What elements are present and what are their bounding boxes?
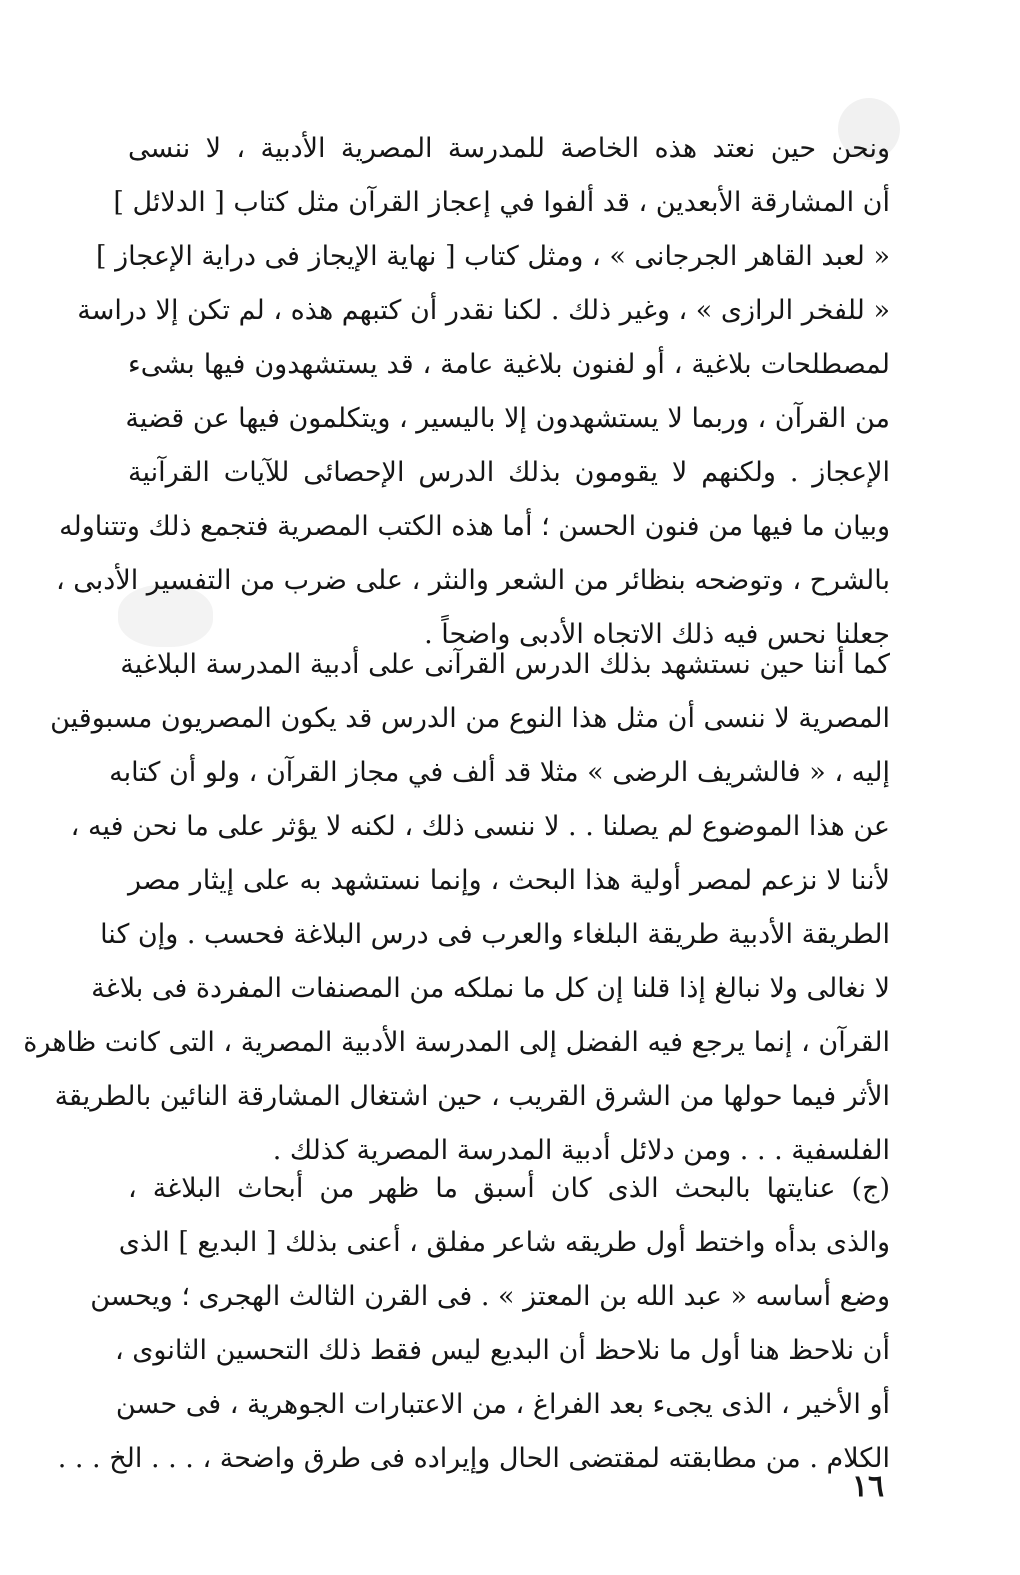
page-number: ١٦ xyxy=(851,1469,885,1504)
text-line: « لعبد القاهر الجرجانى » ، ومثل كتاب [ نهاية الإيجاز فى دراية الإعجاز ] xyxy=(96,241,890,272)
text-line: إليه ، « فالشريف الرضى » مثلا قد ألف في مجاز القرآن ، ولو أن كتابه xyxy=(109,757,890,788)
text-line: (ج) عنايتها بالبحث الذى كان أسبق ما ظهر من أبحاث البلاغة ، xyxy=(128,1173,890,1204)
paragraph-2 xyxy=(23,638,890,1178)
text-line: المصرية لا ننسى أن مثل هذا النوع من الدرس قد يكون المصريون مسبوقين xyxy=(50,703,890,734)
text-line: أو الأخير ، الذى يجىء بعد الفراغ ، من الاعتبارات الجوهرية ، فى حسن xyxy=(115,1389,890,1420)
text-line: الإعجاز . ولكنهم لا يقومون بذلك الدرس الإحصائى للآيات القرآنية xyxy=(128,457,890,488)
text-line: والذى بدأه واختط أول طريقه شاعر مفلق ، أعنى بذلك [ البديع ] الذى xyxy=(118,1227,890,1258)
text-line: الفلسفية . . . ومن دلائل أدبية المدرسة المصرية كذلك . xyxy=(272,1135,890,1166)
text-line: عن هذا الموضوع لم يصلنا . . لا ننسى ذلك ، لكنه لا يؤثر على ما نحن فيه ، xyxy=(70,811,890,842)
text-line: كما أننا حين نستشهد بذلك الدرس القرآنى على أدبية المدرسة البلاغية xyxy=(120,649,890,680)
text-line: الطريقة الأدبية طريقة البلغاء والعرب فى درس البلاغة فحسب . وإن كنا xyxy=(100,919,890,950)
text-line: جعلنا نحس فيه ذلك الاتجاه الأدبى واضحاً . xyxy=(424,619,890,650)
text-line: الأثر فيما حولها من الشرق القريب ، حين اشتغال المشارقة النائين بالطريقة xyxy=(54,1081,890,1112)
text-line: أن المشارقة الأبعدين ، قد ألفوا في إعجاز القرآن مثل كتاب [ الدلائل ] xyxy=(113,187,890,218)
text-line: لأننا لا نزعم لمصر أولية هذا البحث ، وإنما نستشهد به على إيثار مصر xyxy=(128,865,890,896)
text-line: أن نلاحظ هنا أول ما نلاحظ أن البديع ليس فقط ذلك التحسين الثانوى ، xyxy=(114,1335,890,1366)
text-line: « للفخر الرازى » ، وغير ذلك . لكنا نقدر أن كتبهم هذه ، لم تكن إلا دراسة xyxy=(77,295,890,326)
text-line: القرآن ، إنما يرجع فيه الفضل إلى المدرسة الأدبية المصرية ، التى كانت ظاهرة xyxy=(23,1027,890,1058)
text-line: لمصطلحات بلاغية ، أو لفنون بلاغية عامة ، قد يستشهدون فيها بشىء xyxy=(128,349,890,380)
text-line: بالشرح ، وتوضحه بنظائر من الشعر والنثر ، على ضرب من التفسير الأدبى ، xyxy=(55,565,890,596)
text-line: ونحن حين نعتد هذه الخاصة للمدرسة المصرية الأدبية ، لا ننسى xyxy=(128,133,890,164)
text-line: وضع أساسه « عبد الله بن المعتز » . فى القرن الثالث الهجرى ؛ ويحسن xyxy=(90,1281,890,1312)
paragraph-3 xyxy=(57,1162,890,1486)
paragraph-1 xyxy=(55,122,890,662)
text-line: لا نغالى ولا نبالغ إذا قلنا إن كل ما نملكه من المصنفات المفردة فى بلاغة xyxy=(91,973,890,1004)
text-line: الكلام . من مطابقته لمقتضى الحال وإيراده فى طرق واضحة ، . . . الخ . . . xyxy=(57,1443,890,1474)
text-line: من القرآن ، وربما لا يستشهدون إلا باليسير ، ويتكلمون فيها عن قضية xyxy=(125,403,890,434)
text-line: وبيان ما فيها من فنون الحسن ؛ أما هذه الكتب المصرية فتجمع ذلك وتتناوله xyxy=(59,511,890,542)
